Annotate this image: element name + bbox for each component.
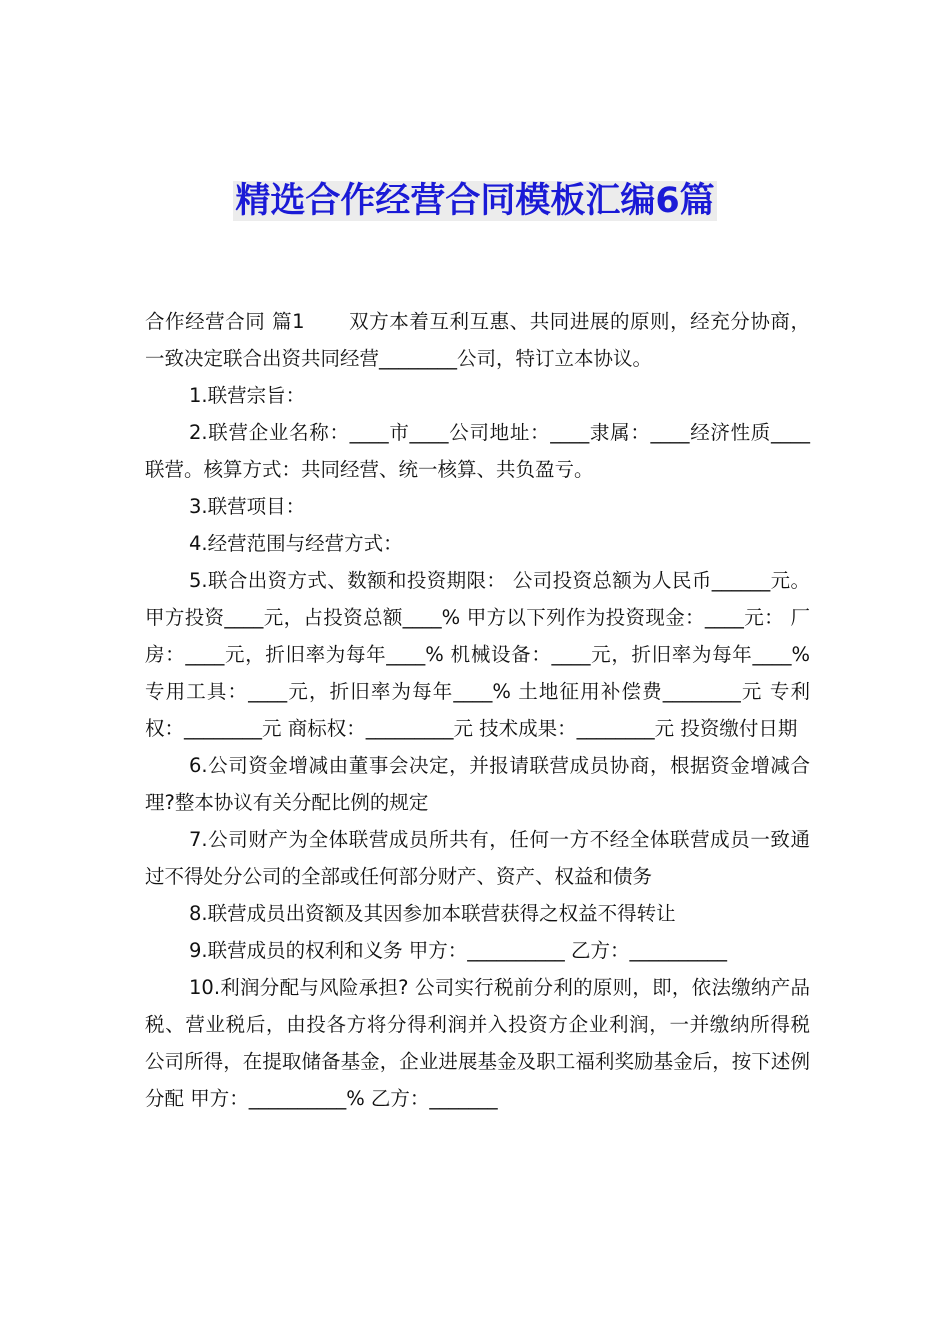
paragraph-8: 8.联营成员出资额及其因参加本联营获得之权益不得转让 bbox=[189, 902, 676, 925]
paragraph-9: 9.联营成员的权利和义务 甲方：__________ 乙方：__________ bbox=[189, 939, 728, 962]
section-heading: 合作经营合同 篇1 bbox=[145, 310, 305, 333]
document-title-text: 精选合作经营合同模板汇编6篇 bbox=[235, 181, 715, 221]
paragraph-2: 2.联营企业名称：____市____公司地址：____隶属：____经济性质____联营。核算方式：共同经营、统一核算、共负盈亏。 bbox=[145, 421, 810, 481]
paragraph-10: 10.利润分配与风险承担? 公司实行税前分利的原则，即，依法缴纳产品税、营业税后，由投各方将分得利润并入投资方企业利润，一并缴纳所得税 公司所得，在提取储备基金，企业进展基金及职工福利奖励基金后，按下述例分配 甲方：__________% 乙方：_______ bbox=[145, 976, 810, 1110]
paragraph-3: 3.联营项目： bbox=[189, 495, 306, 518]
paragraph-4: 4.经营范围与经营方式： bbox=[189, 532, 403, 555]
paragraph-5: 5.联合出资方式、数额和投资期限： 公司投资总额为人民币______元。 甲方投资____元，占投资总额____% 甲方以下列作为投资现金：____元： 厂房：____元，折旧率为每年____% 机械设备：____元，折旧率为每年____% 专用工具：____元，折旧率为每年____% 土地征用补偿费________元 专利权：________元 商标权：_________元 技术成果：________元 投资缴付日期 bbox=[145, 569, 810, 740]
paragraph-intro bbox=[145, 303, 810, 377]
document-body bbox=[145, 303, 810, 1117]
paragraph-1: 1.联营宗旨： bbox=[189, 384, 306, 407]
paragraph-6: 6.公司资金增减由董事会决定，并报请联营成员协商，根据资金增减合理?整本协议有关分配比例的规定 bbox=[145, 754, 810, 814]
paragraph-7: 7.公司财产为全体联营成员所共有，任何一方不经全体联营成员一致通过不得处分公司的全部或任何部分财产、资产、权益和债务 bbox=[145, 828, 810, 888]
paragraph-0: 双方本着互利互惠、共同进展的原则，经充分协商，一致决定联合出资共同经营________公司，特订立本协议。 bbox=[145, 310, 810, 370]
document-title bbox=[0, 178, 950, 224]
